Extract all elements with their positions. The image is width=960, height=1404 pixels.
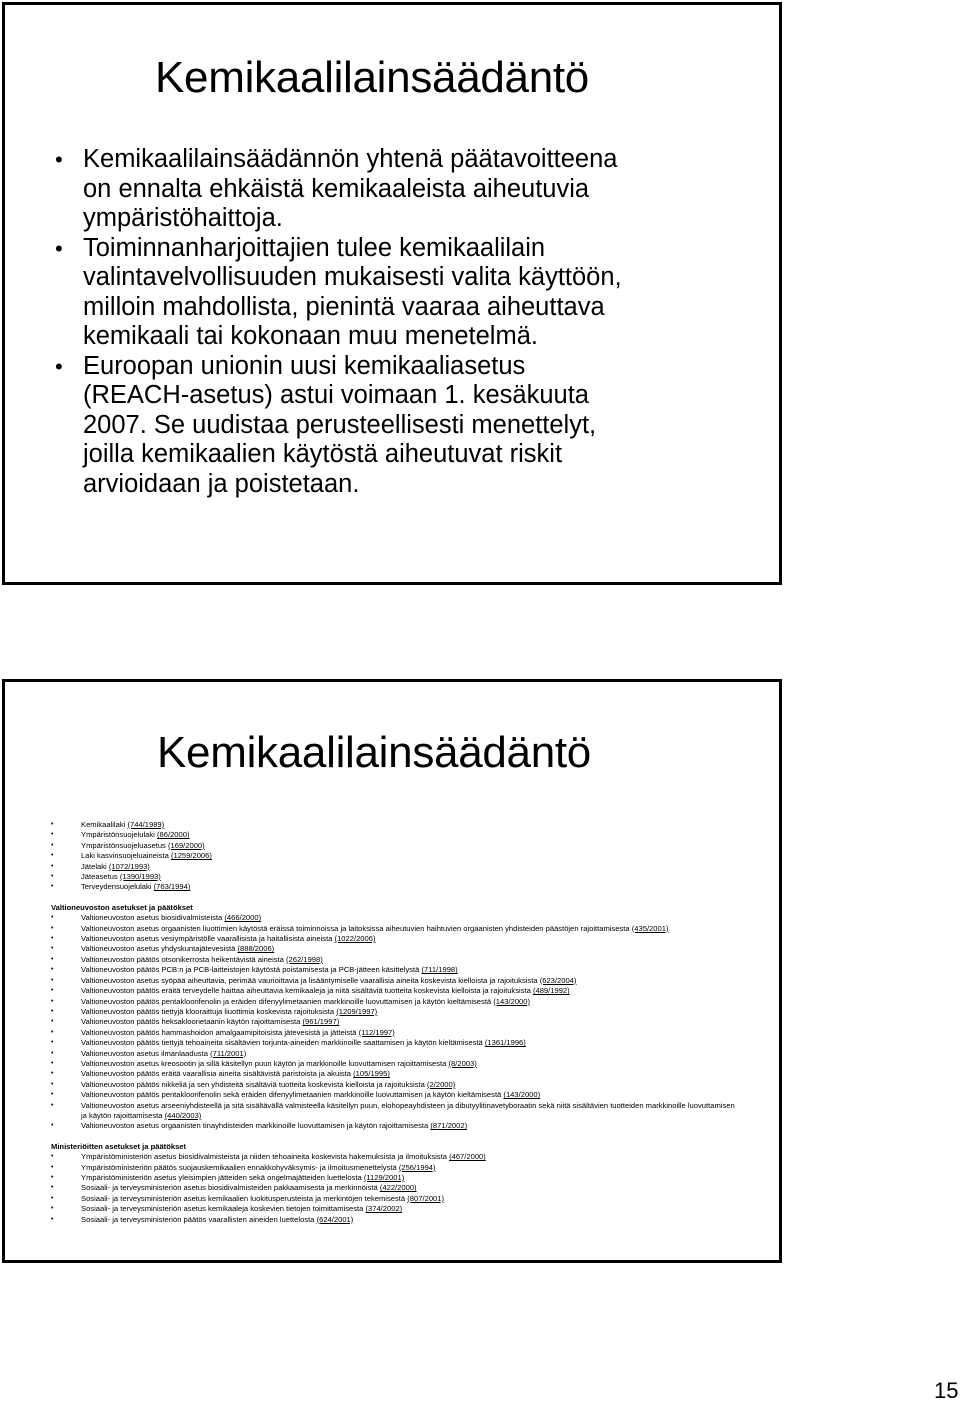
law-item-text: Jäteasetus [81, 872, 118, 882]
decree-item-text: Valtioneuvoston päätös pentakloorifenolin sekä eräiden difenyylimetaanien markkinoille luovuttamisen ja käytön kieltämisestä [81, 1090, 502, 1100]
bullet-line: Euroopan unionin uusi kemikaaliasetus [83, 351, 526, 380]
slide-1-bullet-list [49, 145, 749, 499]
decree-item-text: Valtioneuvoston asetus ilmanlaadusta [81, 1048, 208, 1058]
ministry-item-ref-link[interactable]: (256/1994) [398, 1162, 436, 1172]
decree-item [51, 1007, 741, 1017]
law-item-text: Kemikaalilaki [81, 820, 126, 829]
law-item-text: Laki kasvinsuojeluaineista [81, 851, 169, 861]
law-item-ref-link[interactable]: (86/2000) [157, 830, 190, 840]
bullet-icon: • [51, 1184, 54, 1192]
decree-item [51, 1059, 741, 1069]
ministry-heading: Ministeriöitten asetukset ja päätökset [51, 1141, 187, 1151]
decree-item [51, 1017, 741, 1027]
decree-item [51, 1121, 741, 1131]
ministry-item-text: Ympäristöministeriön asetus yleisimpien jätteiden sekä ongelmajätteiden luettelosta [81, 1173, 362, 1182]
decree-item-ref-link[interactable]: (871/2002) [430, 1121, 468, 1131]
law-item-ref-link[interactable]: (1259/2006) [170, 851, 212, 861]
bullet-line: on ennalta ehkäistä kemikaaleista aiheutuvia [83, 174, 590, 203]
laws-list [51, 820, 741, 893]
law-item-text: Ympäristönsuojelulaki [81, 830, 155, 840]
decree-item-text: Valtioneuvoston päätös nikkeliä ja sen yhdisteitä sisältäviä tuotteita koskevista kielloista ja rajoituksista [81, 1079, 425, 1089]
decree-item [51, 1069, 741, 1079]
slide-2-title: Kemikaalilainsäädäntö [157, 728, 591, 777]
decree-item-text: Valtioneuvoston asetus yhdyskuntajätevesistä [81, 944, 236, 954]
decree-item [51, 1038, 741, 1048]
bullet-icon: • [51, 1049, 54, 1057]
bullet-icon: • [51, 831, 54, 839]
decree-item [51, 997, 741, 1007]
decree-item [51, 976, 741, 986]
decree-item [51, 1049, 741, 1059]
law-item [51, 872, 741, 882]
bullet-icon: • [51, 1028, 54, 1036]
decree-item-text: Valtioneuvoston päätös tiettyjä tehoaineita sisältävien torjunta-aineiden markkinoille saattamisen ja käytön kieltämisestä [81, 1038, 483, 1048]
decree-item-ref-link[interactable]: (1022/2006) [334, 934, 376, 944]
ministry-item [51, 1163, 741, 1173]
bullet-icon: • [51, 1122, 54, 1130]
decree-item-ref-link[interactable]: (112/1997) [358, 1027, 395, 1037]
slide-1-bullet [49, 352, 749, 500]
law-item-ref-link[interactable]: (1390/1993) [119, 872, 161, 882]
slide-1-bullet [49, 145, 749, 234]
law-item-text: Terveydensuojelulaki [81, 882, 152, 892]
bullet-icon: • [51, 883, 54, 891]
ministry-item-text: Ympäristöministeriön asetus biosidivalmisteista ja niiden tehoaineita koskevista hakemuksista ja ilmoituksista [81, 1152, 447, 1162]
bullet-icon: • [51, 1018, 54, 1026]
decree-item [51, 913, 741, 923]
bullet-icon: • [51, 852, 54, 860]
law-item-ref-link[interactable]: (744/1989) [127, 820, 165, 829]
decree-item-ref-link[interactable]: (105/1995) [353, 1069, 390, 1079]
bullet-icon: • [51, 935, 54, 943]
bullet-icon: • [51, 976, 54, 984]
decree-item-text: Valtioneuvoston päätös eräitä terveydelle haittaa aiheuttavia kemikaaleja ja niitä sisältäviä tuotteita koskevista kielloista ja rajoituksista [81, 986, 531, 996]
decree-item-ref-link[interactable]: (466/2000) [224, 913, 262, 923]
bullet-icon: • [51, 821, 54, 828]
decree-item [51, 965, 741, 975]
ministry-item-text: Sosiaali- ja terveysministeriön asetus kemikaaleja koskevien tietojen toimittamisesta [81, 1204, 364, 1214]
decree-item [51, 944, 741, 954]
bullet-line: 2007. Se uudistaa perusteellisesti menettelyt, [83, 410, 597, 439]
bullet-line: ympäristöhaittoja. [83, 204, 283, 232]
ministry-item-ref-link[interactable]: (624/2001) [316, 1214, 354, 1224]
bullet-line: Kemikaalilainsäädännön yhtenä päätavoitteena [83, 145, 618, 173]
bullet-line: valintavelvollisuuden mukaisesti valita käyttöön, [83, 263, 622, 291]
decree-item [51, 986, 741, 996]
bullet-line: Toiminnanharjoittajien tulee kemikaalilain [83, 233, 546, 262]
decree-item [51, 1101, 741, 1122]
bullet-icon: • [51, 862, 54, 870]
decree-item-ref-link[interactable]: (143/2000) [503, 1090, 541, 1100]
decree-item-ref-link[interactable]: (8/2003) [448, 1058, 477, 1068]
decree-item-ref-link[interactable]: (711/1998) [421, 965, 458, 975]
decree-item-ref-link[interactable]: (961/1997) [302, 1017, 340, 1027]
ministry-item-text: Ympäristöministeriön päätös suojauskemikaalien ennakkohyväksymis- ja ilmoitusmenettelystä [81, 1162, 397, 1172]
decree-item-text: Valtioneuvoston päätös pentakloorifenolin ja eräiden difenyylimetaanien markkinoille luovuttamisen ja käytön kieltämisestä [81, 996, 492, 1006]
decree-item-ref-link[interactable]: (888/2006) [237, 944, 275, 954]
bullet-icon: • [51, 1007, 54, 1015]
law-item [51, 841, 741, 851]
bullet-icon: • [51, 1215, 54, 1223]
ministry-item [51, 1194, 741, 1204]
ministry-item [51, 1183, 741, 1193]
law-item-ref-link[interactable]: (763/1994) [153, 882, 191, 892]
decree-item-text: Valtioneuvoston päätös hammashoidon amalgaamipitoisista jätevesistä ja jätteistä [81, 1027, 357, 1037]
law-item [51, 830, 741, 840]
bullet-line: kemikaali tai kokonaan muu menetelmä. [83, 322, 538, 350]
bullet-icon: • [51, 914, 54, 922]
decree-item [51, 924, 741, 934]
decree-item-text: Valtioneuvoston asetus syöpää aiheuttavia, perimää vaurioittavia ja lisääntymiselle vaarallisia aineita koskevista kielloista ja rajoituksista [81, 975, 538, 985]
bullet-icon: • [51, 1163, 54, 1171]
decree-item-ref-link[interactable]: (1361/1996) [484, 1038, 526, 1048]
decree-item-ref-link[interactable]: (711/2001) [210, 1048, 247, 1058]
slide-1 [2, 2, 782, 585]
law-item [51, 851, 741, 861]
decree-item-ref-link[interactable]: (1209/1997) [336, 1006, 378, 1016]
bullet-icon: • [51, 1070, 54, 1078]
decree-item-text: Valtioneuvoston päätös heksakloorietaanin käytön rajoittamisesta [81, 1017, 301, 1027]
ministry-item [51, 1173, 741, 1183]
bullet-icon: • [55, 235, 63, 261]
decrees-heading: Valtioneuvoston asetukset ja päätökset [51, 902, 193, 912]
slide-2 [2, 679, 782, 1263]
decree-item-ref-link[interactable]: (489/1992) [532, 986, 570, 996]
decree-item-text: Valtioneuvoston asetus arseeniyhdisteellä ja sitä sisältävällä valmisteella käsitellyn puun, elohopeayhdisteen ja dibutyylitinavetyboraatin sekä niitä sisältävien tuotteiden markkinoille luovuttamisen ja käytön rajoittamisesta [81, 1100, 735, 1120]
legislation-list [51, 820, 741, 1225]
law-item [51, 820, 741, 830]
decree-item-ref-link[interactable]: (435/2001) [631, 923, 669, 933]
bullet-icon: • [51, 873, 54, 881]
bullet-icon: • [51, 1194, 54, 1202]
decree-item-ref-link[interactable]: (2/2000) [427, 1079, 456, 1089]
ministry-item-text: Sosiaali- ja terveysministeriön asetus biosidivalmisteiden pakkaamisesta ja merkinnöistä [81, 1183, 378, 1193]
slide-1-bullet [49, 234, 749, 352]
bullet-icon: • [51, 1174, 54, 1181]
law-item-text: Jätelaki [81, 861, 107, 871]
decree-item-text: Valtioneuvoston päätös PCB:n ja PCB-laitteistojen käytöstä poistamisesta ja PCB-jätteen käsittelystä [81, 965, 420, 975]
decree-item [51, 1080, 741, 1090]
decree-item-ref-link[interactable]: (623/2004) [539, 975, 577, 985]
ministry-item [51, 1215, 741, 1225]
decree-item [51, 1090, 741, 1100]
bullet-line: arvioidaan ja poistetaan. [83, 469, 360, 498]
bullet-line: joilla kemikaalien käytöstä aiheutuvat riskit [83, 440, 563, 468]
bullet-icon: • [51, 945, 54, 953]
bullet-icon: • [51, 1091, 54, 1099]
decree-item [51, 934, 741, 944]
decree-item-text: Valtioneuvoston asetus orgaanisten tinayhdisteiden markkinoille luovuttamisen ja käytön rajoittamisesta [81, 1121, 429, 1131]
bullet-icon: • [51, 1205, 54, 1213]
bullet-line: (REACH-asetus) astui voimaan 1. kesäkuuta [83, 381, 589, 409]
decree-item-text: Valtioneuvoston asetus vesiympäristölle vaarallisista ja haitallisista aineista [81, 934, 333, 944]
ministry-item-ref-link[interactable]: (807/2001) [407, 1193, 445, 1203]
bullet-icon: • [51, 955, 54, 963]
ministry-item-ref-link[interactable]: (1129/2001) [363, 1173, 405, 1182]
law-item-ref-link[interactable]: (169/2000) [167, 840, 205, 850]
bullet-icon: • [51, 997, 54, 1005]
decree-item-text: Valtioneuvoston asetus orgaanisten liuottimien käytöstä eräissä toiminnoissa ja laitoksissa aiheutuvien haihtuvien orgaanisten yhdisteiden päästöjen rajoittamisesta [81, 923, 630, 933]
slide-1-title: Kemikaalilainsäädäntö [155, 53, 589, 102]
bullet-icon: • [55, 147, 63, 172]
bullet-icon: • [51, 1080, 54, 1088]
bullet-icon: • [51, 987, 54, 995]
law-item [51, 862, 741, 872]
decree-item-ref-link[interactable]: (440/2003) [164, 1110, 202, 1120]
bullet-icon: • [51, 1039, 54, 1047]
decree-item [51, 1028, 741, 1038]
law-item-text: Ympäristönsuojeluasetus [81, 840, 166, 850]
decree-item-text: Valtioneuvoston päätös otsonikerrosta heikentävistä aineista [81, 954, 284, 964]
decree-item-text: Valtioneuvoston päätös eräitä vaarallisia aineita sisältävistä paristoista ja akuista [81, 1069, 352, 1079]
bullet-icon: • [51, 1059, 54, 1067]
decree-item-text: Valtioneuvoston asetus biosidivalmisteista [81, 913, 223, 923]
decree-item-ref-link[interactable]: (143/2000) [493, 996, 531, 1006]
ministry-item-ref-link[interactable]: (374/2002) [365, 1204, 403, 1214]
decree-item-ref-link[interactable]: (262/1998) [286, 954, 323, 964]
ministry-item [51, 1204, 741, 1214]
ministry-item-text: Sosiaali- ja terveysministeriön päätös vaarallisten aineiden luettelosta [81, 1214, 315, 1224]
ministry-item-ref-link[interactable]: (467/2000) [449, 1152, 486, 1162]
law-item [51, 882, 741, 892]
decree-item-text: Valtioneuvoston asetus kreosootin ja sillä käsitellyn puun käytön ja markkinoille luovuttamisen rajoittamisesta [81, 1058, 447, 1068]
decree-item [51, 955, 741, 965]
decrees-list [51, 913, 741, 1132]
bullet-icon: • [51, 841, 54, 849]
ministry-list [51, 1152, 741, 1225]
bullet-icon: • [51, 1153, 54, 1161]
bullet-line: milloin mahdollista, pienintä vaaraa aiheuttava [83, 292, 605, 321]
page-number: 15 [934, 1378, 959, 1403]
ministry-item-ref-link[interactable]: (422/2000) [379, 1183, 417, 1193]
bullet-icon: • [51, 1101, 54, 1109]
decree-item-text: Valtioneuvoston päätös tiettyjä klooraittuja liuottimia koskevista rajoituksista [81, 1006, 335, 1016]
ministry-item-text: Sosiaali- ja terveysministeriön asetus kemikaalien luokitusperusteista ja merkintöjen tekemisestä [81, 1193, 406, 1203]
bullet-icon: • [51, 966, 54, 974]
law-item-ref-link[interactable]: (1072/1993) [108, 861, 150, 871]
ministry-item [51, 1152, 741, 1162]
bullet-icon: • [55, 353, 63, 379]
bullet-icon: • [51, 924, 54, 932]
